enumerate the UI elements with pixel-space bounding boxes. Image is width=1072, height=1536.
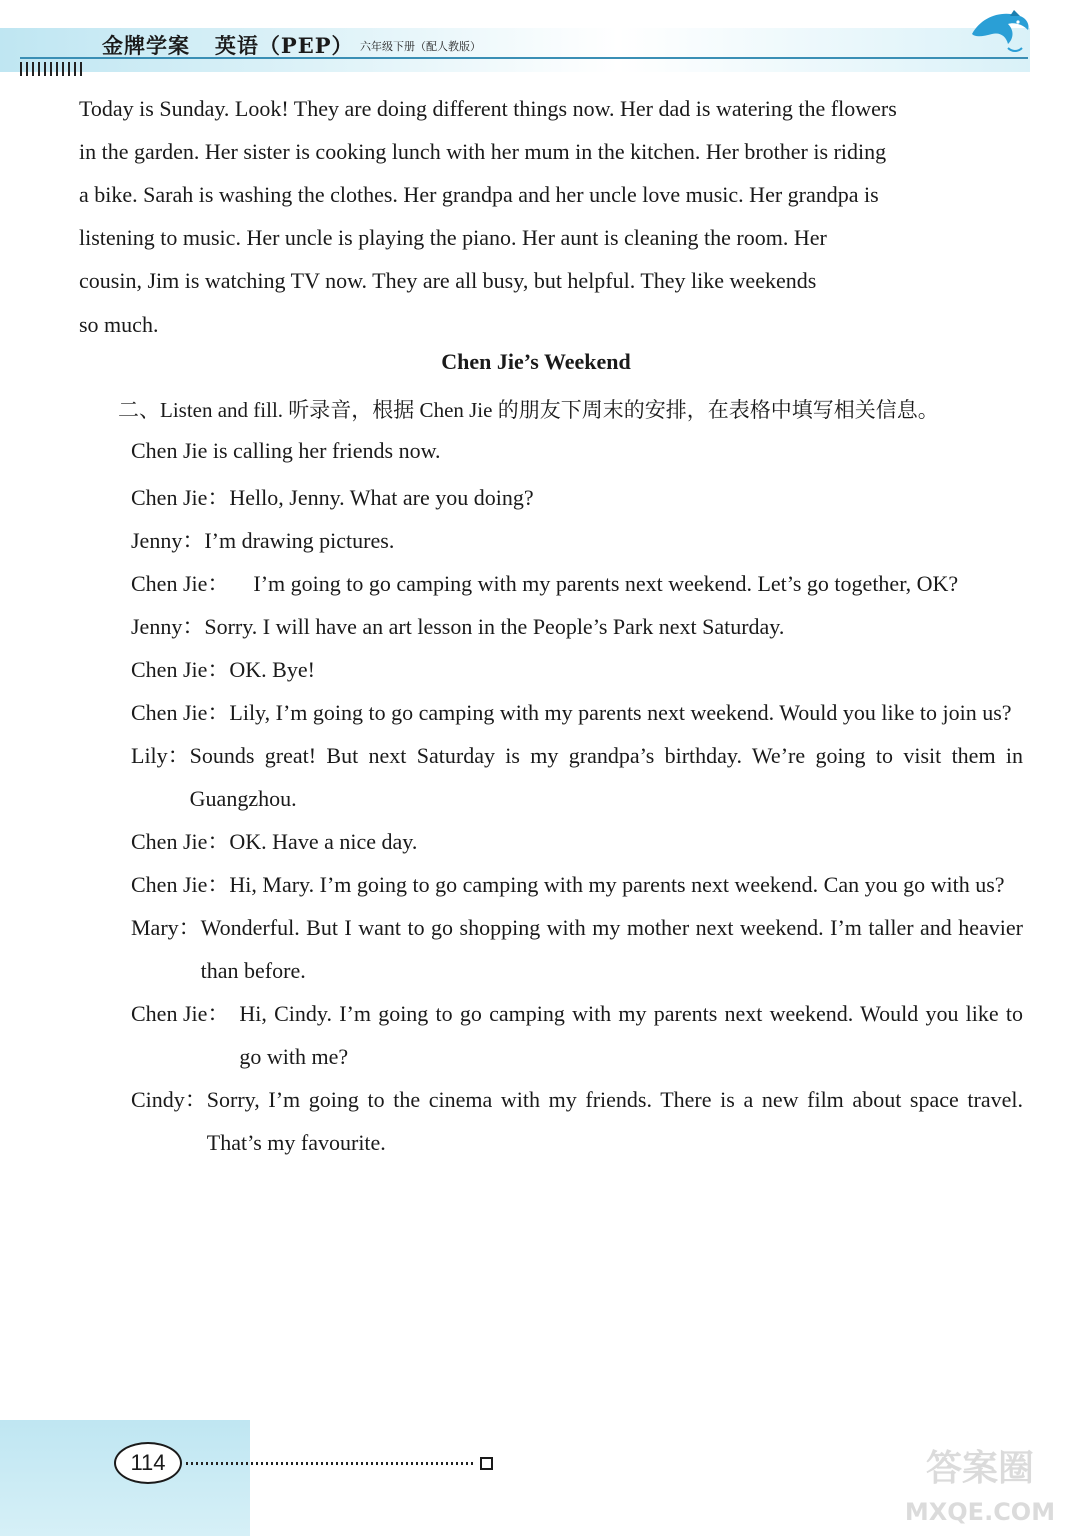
dialogue-line (131, 605, 1023, 648)
header-tick-marks (20, 62, 84, 76)
paragraph-line: a bike. Sarah is washing the clothes. Her grandpa and her uncle love music. Her grandpa is (79, 182, 879, 207)
paragraph-line: in the garden. Her sister is cooking lunch with her mum in the kitchen. Her brother is riding (79, 139, 887, 164)
speech-text: OK. Have a nice day. (229, 829, 418, 854)
section-title: Chen Jie’s Weekend (441, 349, 631, 374)
speaker-label: Lily： (131, 743, 190, 768)
speaker-label: Cindy： (131, 1087, 207, 1112)
dialogue-line (131, 863, 1023, 906)
speaker-label: Chen Jie： (131, 657, 230, 682)
speech-text: I’m going to go camping with my parents next weekend. Let’s go together, OK? (253, 571, 959, 596)
paragraph-line: so much. (79, 312, 159, 337)
dialogue-line (131, 519, 1023, 562)
footer-dotted-rule (186, 1462, 476, 1465)
page-number: 114 (114, 1442, 182, 1484)
dialogue-line (131, 906, 1023, 992)
header-brand: 金牌学案 英语（PEP） (102, 33, 354, 58)
speaker-label: Chen Jie： (131, 1001, 230, 1026)
speaker-label: Mary： (131, 915, 201, 940)
speech-text: OK. Bye! (229, 657, 315, 682)
speaker-label: Chen Jie： (131, 872, 230, 897)
speech-text: Sorry. I will have an art lesson in the People’s Park next Saturday. (204, 614, 785, 639)
dialogue-line (131, 691, 1023, 734)
speech-text: I’m drawing pictures. (204, 528, 395, 553)
paragraph-line: listening to music. Her uncle is playing the piano. Her aunt is cleaning the room. Her (79, 225, 827, 250)
dialogue-intro: Chen Jie is calling her friends now. (131, 438, 441, 463)
speaker-label: Chen Jie： (131, 571, 230, 596)
speech-text: Hello, Jenny. What are you doing? (229, 485, 534, 510)
speech-text: Lily, I’m going to go camping with my parents next weekend. Would you like to join us? (229, 700, 1012, 725)
paragraph-line: Today is Sunday. Look! They are doing different things now. Her dad is watering the flowers (79, 96, 897, 121)
dialogue (131, 476, 1023, 1164)
speech-text: Wonderful. But I want to go shopping with my mother next weekend. I’m taller and heavier than before. (200, 915, 1023, 983)
dialogue-line (131, 1078, 1023, 1164)
exercise-instruction: 二、Listen and fill. 听录音，根据 Chen Jie 的朋友下周末的安排，在表格中填写相关信息。 (118, 398, 939, 422)
dialogue-line (131, 734, 1023, 820)
watermark-text: 答案圈 (925, 1448, 1035, 1489)
header-subtitle: 六年级下册（配人教版） (360, 40, 481, 53)
speaker-label: Jenny： (131, 614, 205, 639)
paragraph-line: cousin, Jim is watching TV now. They are all busy, but helpful. They like weekends (79, 268, 817, 293)
dolphin-logo-icon (968, 4, 1032, 56)
speech-text: Hi, Mary. I’m going to go camping with my parents next weekend. Can you go with us? (229, 872, 1005, 897)
speaker-label: Chen Jie： (131, 829, 230, 854)
speech-text: Sorry, I’m going to the cinema with my friends. There is a new film about space travel. That’s my favourite. (206, 1087, 1023, 1155)
watermark-logo (900, 1440, 1060, 1530)
dialogue-line (131, 648, 1023, 691)
dialogue-line (131, 992, 1023, 1078)
speaker-label: Chen Jie： (131, 485, 230, 510)
dialogue-line (131, 476, 1023, 519)
dialogue-line (131, 562, 1023, 605)
speech-text: Hi, Cindy. I’m going to go camping with my parents next weekend. Would you like to go with me? (239, 1001, 1023, 1069)
footer-square-icon (480, 1457, 493, 1470)
speech-text: Sounds great! But next Saturday is my grandpa’s birthday. We’re going to visit them in Guangzhou. (189, 743, 1023, 811)
watermark-domain: MXQE.COM (904, 1498, 1056, 1526)
speaker-label: Chen Jie： (131, 700, 230, 725)
speaker-label: Jenny： (131, 528, 205, 553)
dialogue-line (131, 820, 1023, 863)
